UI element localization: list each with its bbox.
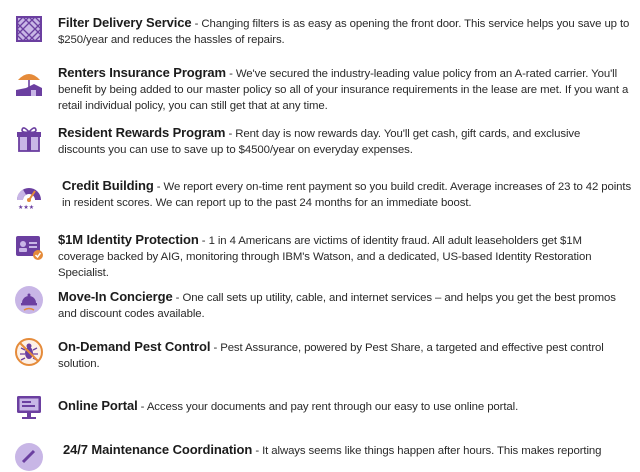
- service-description: 1 in 4 Americans are victims of identity fraud. All adult leaseholders get $1M coverage backed by AIG, monitoring through IBM's Watson, and a dedicated, US-based Identity Restoration Specialist.: [58, 235, 592, 279]
- service-title: Online Portal: [58, 398, 138, 413]
- concierge-bell-icon: [14, 285, 44, 315]
- service-title: 24/7 Maintenance Coordination: [63, 442, 253, 457]
- service-description: Pest Assurance, powered by Pest Share, a targeted and effective pest control solution.: [58, 342, 604, 370]
- service-text: Resident Rewards Program - Rent day is now rewards day. You'll get cash, gift cards, and exclusive discounts you can use to save up to $4500/year on everyday expenses.: [58, 125, 581, 156]
- service-text: Filter Delivery Service - Changing filters is as easy as opening the front door. This service helps you save up to $250/year and reduces the hassles of repairs.: [58, 15, 630, 46]
- service-description: It always seems like things happen after hours. This makes reporting: [262, 445, 602, 457]
- service-title: Resident Rewards Program: [58, 125, 226, 140]
- umbrella-house-icon: [14, 68, 44, 98]
- maintenance-icon: [14, 442, 44, 472]
- service-title: Move-In Concierge: [58, 289, 173, 304]
- service-description: Rent day is now rewards day. You'll get cash, gift cards, and exclusive discounts you can use to save up to $4500/year on everyday expenses.: [58, 128, 581, 156]
- service-text: $1M Identity Protection - 1 in 4 Americans are victims of identity fraud. All adult leaseholders get $1M coverage backed by AIG, monitoring through IBM's Watson, and a dedicated, US-based Identity Restoration Specialist.: [58, 232, 592, 279]
- service-text: 24/7 Maintenance Coordination - It always seems like things happen after hours. This makes reporting: [63, 442, 602, 457]
- service-title: $1M Identity Protection: [58, 232, 199, 247]
- service-text: On-Demand Pest Control - Pest Assurance, powered by Pest Share, a targeted and effective pest control solution.: [58, 339, 604, 370]
- service-text: Renters Insurance Program - We've secured the industry-leading value policy from an A-rated carrier. You'll benefit by being added to our master policy so all of your insurance requirements in the lease are met. If you want a retail individual policy, you can still get that at any time.: [58, 65, 629, 112]
- service-description: One call sets up utility, cable, and internet services – and helps you get the best promos and discount codes available.: [58, 292, 616, 320]
- gift-icon: [14, 124, 44, 154]
- service-title: Renters Insurance Program: [58, 65, 227, 80]
- no-bugs-icon: [14, 337, 44, 367]
- service-description: Access your documents and pay rent through our easy to use online portal.: [146, 401, 519, 413]
- service-title: Credit Building: [62, 178, 154, 193]
- filter-icon: [14, 14, 44, 44]
- service-title: On-Demand Pest Control: [58, 339, 211, 354]
- id-card-icon: [14, 232, 44, 262]
- service-text: Credit Building - We report every on-time rent payment so you build credit. Average increases of 23 to 42 points in resident scores. We can report up to the past 24 months for an immediate boost.: [62, 178, 632, 209]
- monitor-icon: [14, 392, 44, 422]
- service-text: Move-In Concierge - One call sets up utility, cable, and internet services – and helps you get the best promos and discount codes available.: [58, 289, 616, 320]
- credit-gauge-icon: [14, 180, 44, 210]
- svg-text:★★★: ★★★: [18, 204, 35, 210]
- service-description: Changing filters is as easy as opening the front door. This service helps you save up to $250/year and reduces the hassles of repairs.: [58, 18, 630, 46]
- service-title: Filter Delivery Service: [58, 15, 192, 30]
- service-description: We report every on-time rent payment so you build credit. Average increases of 23 to 42 points in resident scores. We can report up to the past 24 months for an immediate boost.: [62, 181, 632, 209]
- service-text: Online Portal - Access your documents and pay rent through our easy to use online portal.: [58, 398, 519, 413]
- service-description: We've secured the industry-leading value policy from an A-rated carrier. You'll benefit by being added to our master policy so all of your insurance requirements in the lease are met. If you want a retail individual policy, you can still get that at any time.: [58, 68, 629, 112]
